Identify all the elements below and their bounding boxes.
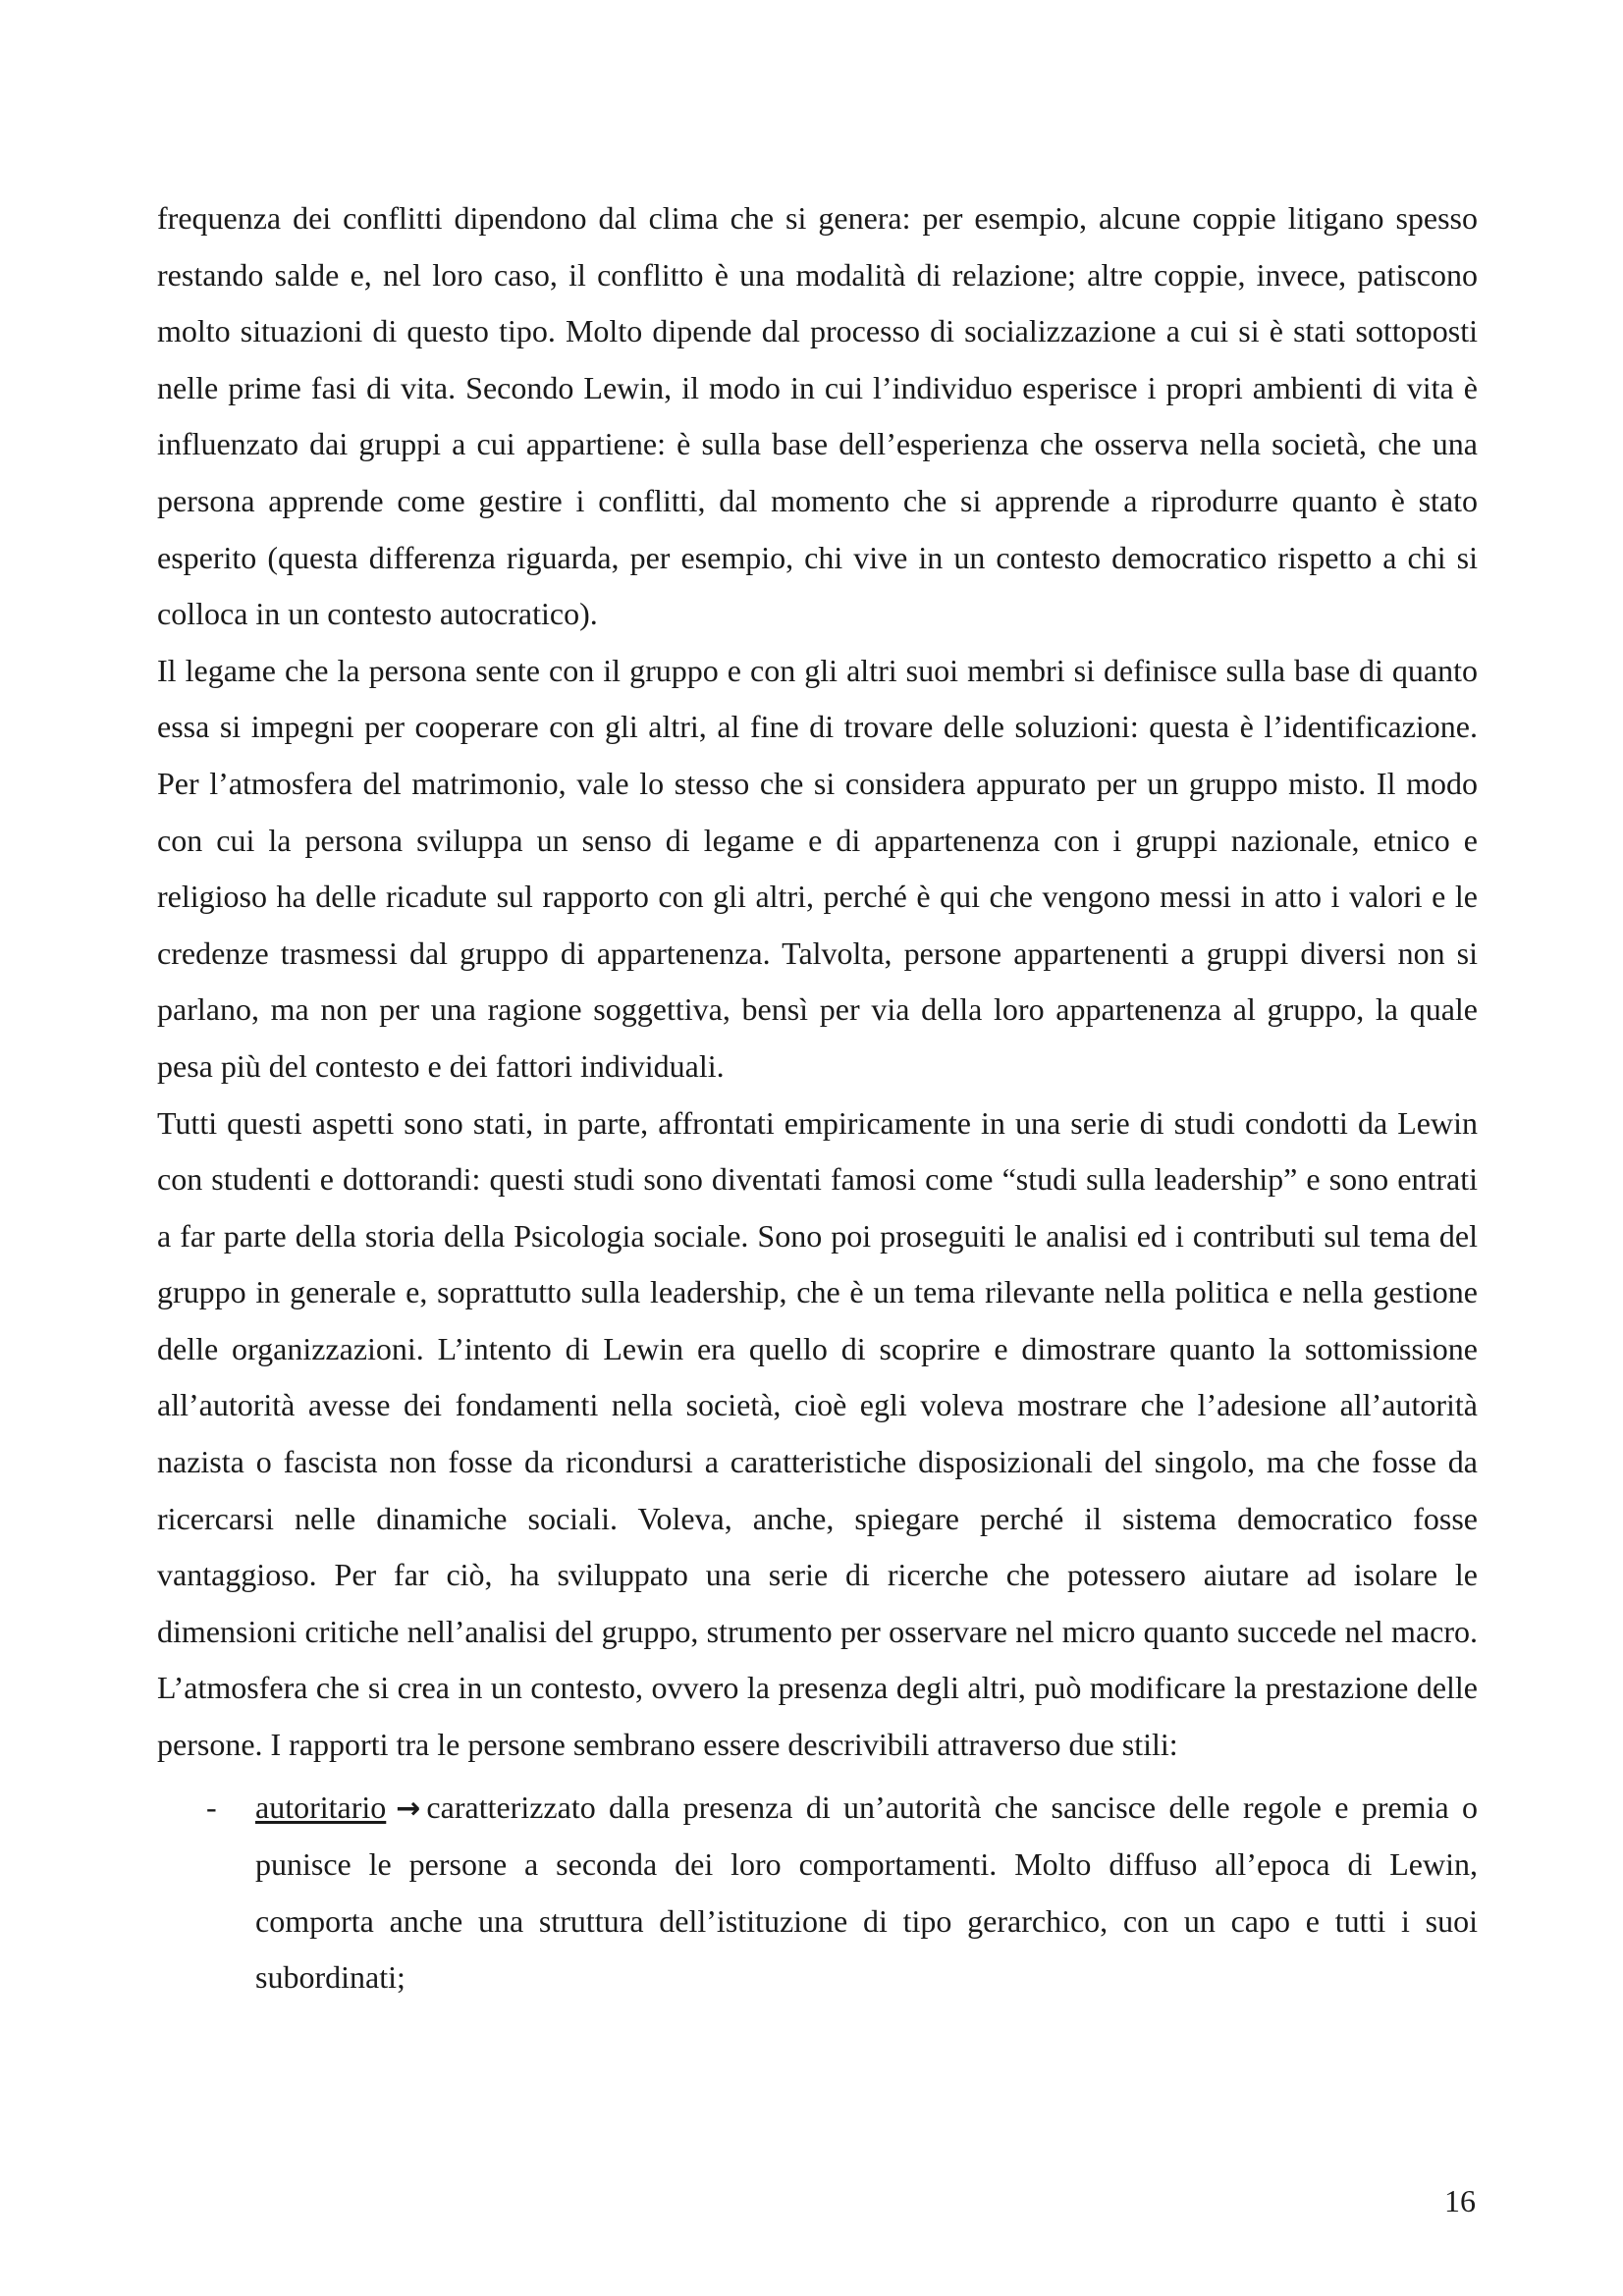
paragraph-1: frequenza dei conflitti dipendono dal clima che si genera: per esempio, alcune coppie litigano spesso restando salde e, nel loro caso, il conflitto è una modalità di relazione; altre coppie, invece, patiscono molto situazioni di questo tipo. Molto dipende dal processo di socializzazione a cui si è stati sottoposti nelle prime fasi di vita. Secondo Lewin, il modo in cui l’individuo esperisce i propri ambienti di vita è influenzato dai gruppi a cui appartiene: è sulla base dell’esperienza che osserva nella società, che una persona apprende come gestire i conflitti, dal momento che si apprende a riprodurre quanto è stato esperito (questa differenza riguarda, per esempio, chi vive in un contesto democratico rispetto a chi si colloca in un contesto autocratico). [157, 200, 1478, 632]
list-item-autoritario [157, 1780, 1478, 2006]
page-number: 16 [1444, 2183, 1476, 2218]
style-list [157, 1780, 1478, 2006]
list-bullet: - [206, 1789, 217, 1825]
paragraph-3: Tutti questi aspetti sono stati, in parte, affrontati empiricamente in una serie di studi condotti da Lewin con studenti e dottorandi: questi studi sono diventati famosi come “studi sulla leadership” e sono entrati a far parte della storia della Psicologia sociale. Sono poi proseguiti le analisi ed i contributi sul tema del gruppo in generale e, soprattutto sulla leadership, che è un tema rilevante nella politica e nella gestione delle organizzazioni. L’intento di Lewin era quello di scoprire e dimostrare quanto la sottomissione all’autorità avesse dei fondamenti nella società, cioè egli voleva mostrare che l’adesione all’autorità nazista o fascista non fosse da ricondursi a caratteristiche disposizionali del singolo, ma che fosse da ricercarsi nelle dinamiche sociali. Voleva, anche, spiegare perché il sistema democratico fosse vantaggioso. Per far ciò, ha sviluppato una serie di ricerche che potessero aiutare ad isolare le dimensioni critiche nell’analisi del gruppo, strumento per osservare nel micro quanto succede nel macro. L’atmosfera che si crea in un contesto, ovvero la presenza degli altri, può modificare la prestazione delle persone. I rapporti tra le persone sembrano essere descrivibili attraverso due stili: [157, 1104, 1478, 1763]
arrow-right-icon: → [396, 1790, 421, 1826]
document-body [157, 190, 1478, 2006]
list-term: autoritario [255, 1789, 387, 1825]
list-text: caratterizzato dalla presenza di un’autorità che sancisce delle regole e premia o punisce le persone a seconda dei loro comportamenti. Molto diffuso all’epoca di Lewin, comporta anche una struttura dell’istituzione di tipo gerarchico, con un capo e tutti i suoi subordinati; [255, 1789, 1478, 1996]
paragraph-2: Il legame che la persona sente con il gruppo e con gli altri suoi membri si definisce sulla base di quanto essa si impegni per cooperare con gli altri, al fine di trovare delle soluzioni: questa è l’identificazione. Per l’atmosfera del matrimonio, vale lo stesso che si considera appurato per un gruppo misto. Il modo con cui la persona sviluppa un senso di legame e di appartenenza con i gruppi nazionale, etnico e religioso ha delle ricadute sul rapporto con gli altri, perché è qui che vengono messi in atto i valori e le credenze trasmessi dal gruppo di appartenenza. Talvolta, persone appartenenti a gruppi diversi non si parlano, ma non per una ragione soggettiva, bensì per via della loro appartenenza al gruppo, la quale pesa più del contesto e dei fattori individuali. [157, 652, 1478, 1084]
